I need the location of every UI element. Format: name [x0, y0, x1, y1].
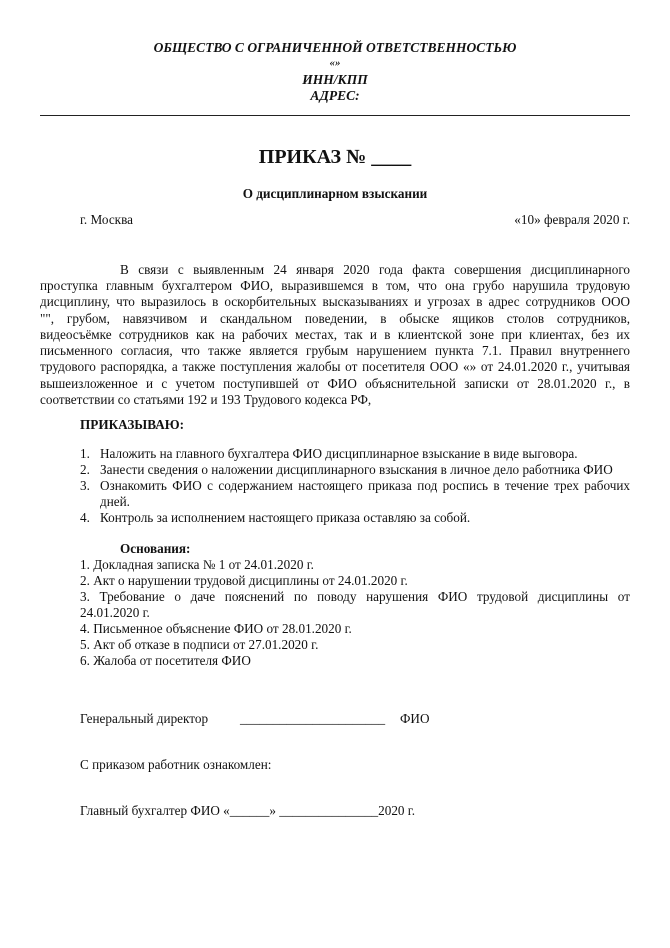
director-title: Генеральный директор	[80, 711, 209, 726]
item-text: Ознакомить ФИО с содержанием настоящего приказа под роспись в течение трех рабочих	[100, 478, 630, 493]
header-divider	[40, 115, 630, 116]
ground-item: 6. Жалоба от посетителя ФИО	[80, 653, 251, 668]
company-address: АДРЕС:	[310, 88, 360, 103]
signature-line: ______________________	[240, 711, 386, 726]
page-title: ПРИКАЗ № ____	[258, 146, 412, 168]
date: «10» февраля 2020 г.	[514, 212, 630, 227]
company-quotes: «»	[329, 57, 341, 69]
paragraph-line: дисциплину, что выразилось в оскорбительных высказываниях и угрозах в адрес сотрудников ООО	[40, 294, 630, 309]
ground-item: 24.01.2020 г.	[80, 605, 150, 620]
director-name: ФИО	[400, 711, 430, 726]
paragraph-line: видеосъёмке сотрудников как на рабочих местах, так и в клиентской зоне при клиентах, без их	[40, 327, 630, 342]
company-inn: ИНН/КПП	[302, 72, 368, 87]
item-text: Контроль за исполнением настоящего приказа оставляю за собой.	[100, 510, 471, 525]
ground-item: 5. Акт об отказе в подписи от 27.01.2020 г.	[80, 637, 319, 652]
document-subtitle: О дисциплинарном взыскании	[242, 186, 428, 201]
order-heading: ПРИКАЗЫВАЮ:	[80, 417, 184, 432]
city: г. Москва	[80, 212, 133, 227]
paragraph-line: письменного согласия, что также является грубым нарушением пункта 7.1. Правил внутреннего	[40, 343, 630, 358]
item-text: Занести сведения о наложении дисциплинарного взыскания в личное дело работника ФИО	[100, 462, 613, 477]
ground-item: 3. Требование о даче пояснений по поводу нарушения ФИО трудовой дисциплины от	[80, 589, 630, 604]
company-name: ОБЩЕСТВО С ОГРАНИЧЕННОЙ ОТВЕТСТВЕННОСТЬЮ	[153, 40, 517, 55]
ground-item: 2. Акт о нарушении трудовой дисциплины от 24.01.2020 г.	[80, 573, 408, 588]
acknowledgement-text: С приказом работник ознакомлен:	[80, 757, 272, 772]
ground-item: 4. Письменное объяснение ФИО от 28.01.2020 г.	[80, 621, 352, 636]
paragraph-line: трудового распорядка, а также поступления жалобы от посетителя ООО «» от 24.01.2020 г., учитывая	[40, 359, 630, 374]
employee-signature: Главный бухгалтер ФИО «______» _______________2020 г.	[80, 803, 416, 818]
item-number: 4.	[80, 510, 90, 525]
item-number: 1.	[80, 446, 90, 461]
paragraph-line: В связи с выявленным 24 января 2020 года факта совершения дисциплинарного	[120, 262, 630, 277]
item-text: дней.	[100, 494, 130, 509]
paragraph-line: "", грубом, навязчивом и скандальном поведении, в обыске ящиков столов сотрудников,	[40, 311, 630, 326]
paragraph-line: проступка главным бухгалтером ФИО, выразившемся в том, что она грубо нарушила трудовую	[40, 278, 630, 293]
ground-item: 1. Докладная записка № 1 от 24.01.2020 г.	[80, 557, 314, 572]
paragraph-line: вышеизложенное и с учетом поступившей от ФИО объяснительной записки от 28.01.2020 г., в	[40, 376, 630, 391]
item-number: 3.	[80, 478, 90, 493]
item-text: Наложить на главного бухгалтера ФИО дисциплинарное взыскание в виде выговора.	[100, 446, 578, 461]
item-number: 2.	[80, 462, 90, 477]
grounds-heading: Основания:	[120, 541, 191, 556]
paragraph-line: соответствии со статьями 192 и 193 Трудового кодекса РФ,	[40, 392, 372, 407]
